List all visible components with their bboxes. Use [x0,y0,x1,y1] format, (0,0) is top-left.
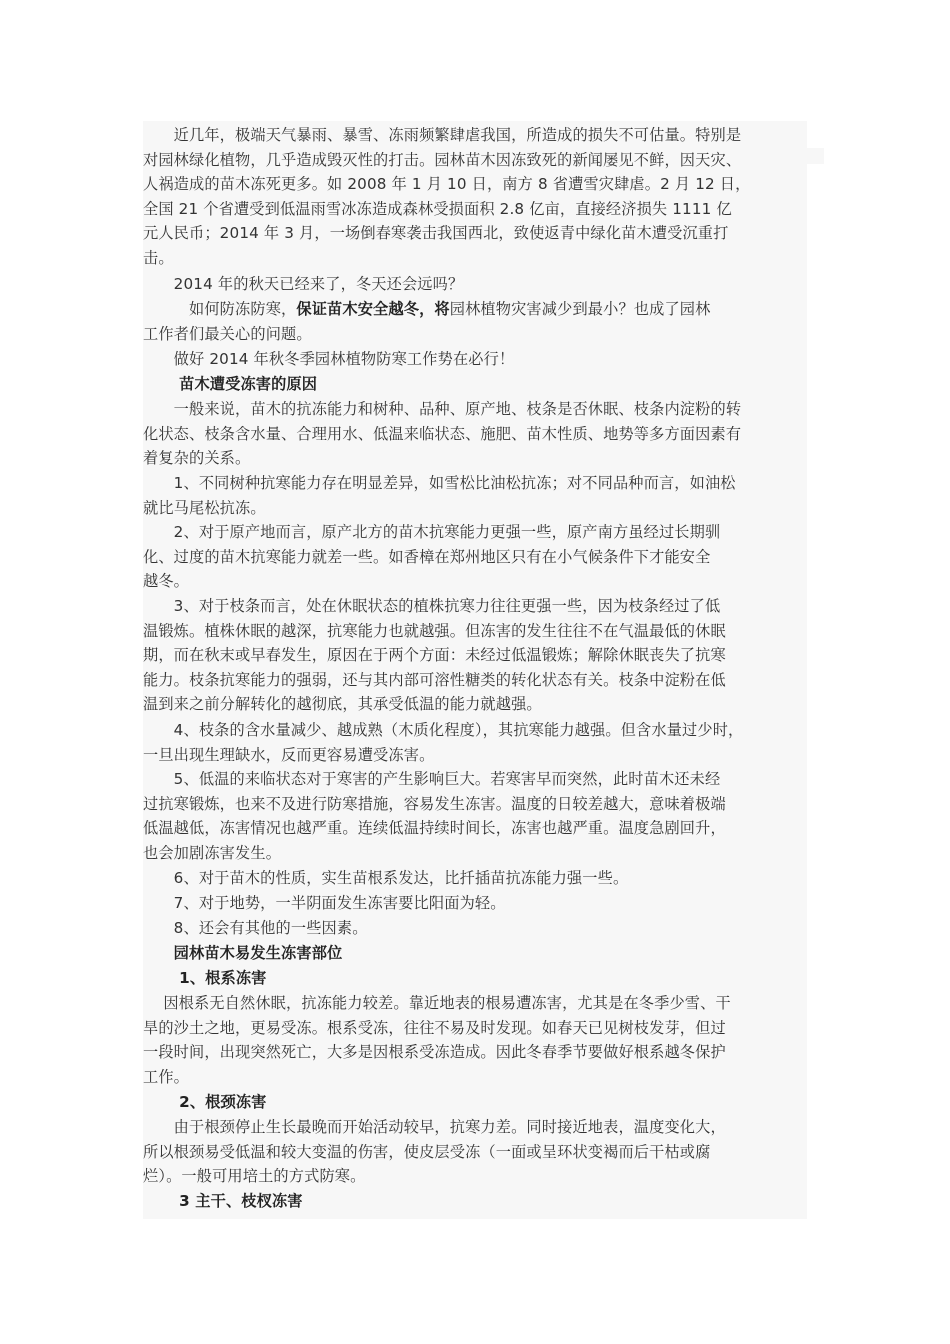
paragraph-intro: 近几年，极端天气暴雨、暴雪、冻雨频繁肆虐我国，所造成的损失不可估量。特别是 对园林绿化植物，几乎造成毁灭性的打击。园林苗木因冻致死的新闻屡见不鲜，因天灾、 人祸造成的苗木冻死更多。如 2008 年 1 月 10 日，南方 8 省遭雪灾肆虐。2 月 12 日， 全国 21 个省遭受到低温雨雪冰冻造成森林受损面积 2.8 亿亩，直接经济损失 1111 亿 元人民币；2014 年 3 月，一场倒春寒袭击我国西北，致使返青中绿化苗木遭受沉重打 击。 [143,126,751,267]
paragraph-point-3: 3、对于枝条而言，处在休眠状态的植株抗寒力往往更强一些，因为枝条经过了低 温锻炼。植株休眠的越深，抗寒能力也就越强。但冻害的发生往往不在气温最低的休眠 期，而在秋末或早春发生，原因在于两个方面：未经过低温锻炼；解除休眠丧失了抗寒 能力。枝条抗寒能力的强弱，还与其内部可溶性糖类的转化状态有关。枝条中淀粉在低 温到来之前分解转化的越彻底，其承受低温的能力就越强。 [143,597,726,714]
paragraph-point-6: 6、对于苗木的性质，实生苗根系发达，比扦插苗抗冻能力强一些。 [143,869,629,887]
heading-parts: 园林苗木易发生冻害部位 [143,944,343,962]
paragraph-autumn: 2014 年的秋天已经来了，冬天还会远吗？ [143,275,464,293]
heading-root-damage: 1、根系冻害 [143,969,267,987]
paragraph-point-5: 5、低温的来临状态对于寒害的产生影响巨大。若寒害早而突然，此时苗木还未经 过抗寒锻炼，也来不及进行防寒措施，容易发生冻害。温度的日较差越大，意味着极端 低温越低，冻害情况也越严重。连续低温持续时间长，冻害也越严重。温度急剧回升， 也会加剧冻害发生。 [143,770,726,862]
article-body [143,121,807,1219]
paragraph-question-a: 如何防冻防寒， [143,300,297,318]
paragraph-imperative: 做好 2014 年秋冬季园林植物防寒工作势在必行！ [143,350,515,368]
heading-root-neck-damage: 2、根颈冻害 [143,1093,267,1111]
paragraph-point-7: 7、对于地势，一半阴面发生冻害要比阳面为轻。 [143,894,506,912]
paragraph-root-neck-damage: 由于根颈停止生长最晚而开始活动较早，抗寒力差。同时接近地表，温度变化大， 所以根颈易受低温和较大变温的伤害，使皮层受冻（一面或呈环状变褐而后干枯或腐 烂）。一般可用培土的方式防寒。 [143,1118,726,1186]
paragraph-point-4: 4、枝条的含水量减少、越成熟（木质化程度），其抗寒能力越强。但含水量过少时， 一旦出现生理缺水，反而更容易遭受冻害。 [143,721,744,764]
paragraph-general: 一般来说，苗木的抗冻能力和树种、品种、原产地、枝条是否休眠、枝条内淀粉的转 化状态、枝条含水量、合理用水、低温来临状态、施肥、苗木性质、地势等多方面因素有 着复杂的关系。 [143,400,742,468]
heading-trunk-damage: 3 主干、枝杈冻害 [143,1192,303,1210]
paragraph-root-damage: 因根系无自然休眠，抗冻能力较差。靠近地表的根易遭冻害，尤其是在冬季少雪、干 旱的沙土之地，更易受冻。根系受冻，往往不易及时发现。如春天已见树枝发芽，但过 一段时间，出现突然死亡，大多是因根系受冻造成。因此冬春季节要做好根系越冬保护 工作。 [143,994,731,1086]
heading-causes: 苗木遭受冻害的原因 [143,375,318,393]
paragraph-question-c: 园林植物灾害减少到最小？也成了园林 工作者们最关心的问题。 [143,300,711,343]
paragraph-point-2: 2、对于原产地而言，原产北方的苗木抗寒能力更强一些，原产南方虽经过长期驯 化、过度的苗木抗寒能力就差一些。如香樟在郑州地区只有在小气候条件下才能安全 越冬。 [143,523,721,591]
background-tab-mark [788,148,824,164]
paragraph-question-bold: 保证苗木安全越冬，将 [296,300,450,318]
paragraph-point-8: 8、还会有其他的一些因素。 [143,919,368,937]
paragraph-question [143,297,823,346]
paragraph-point-1: 1、不同树种抗寒能力存在明显差异，如雪松比油松抗冻；对不同品种而言，如油松 就比马尾松抗冻。 [143,474,736,517]
